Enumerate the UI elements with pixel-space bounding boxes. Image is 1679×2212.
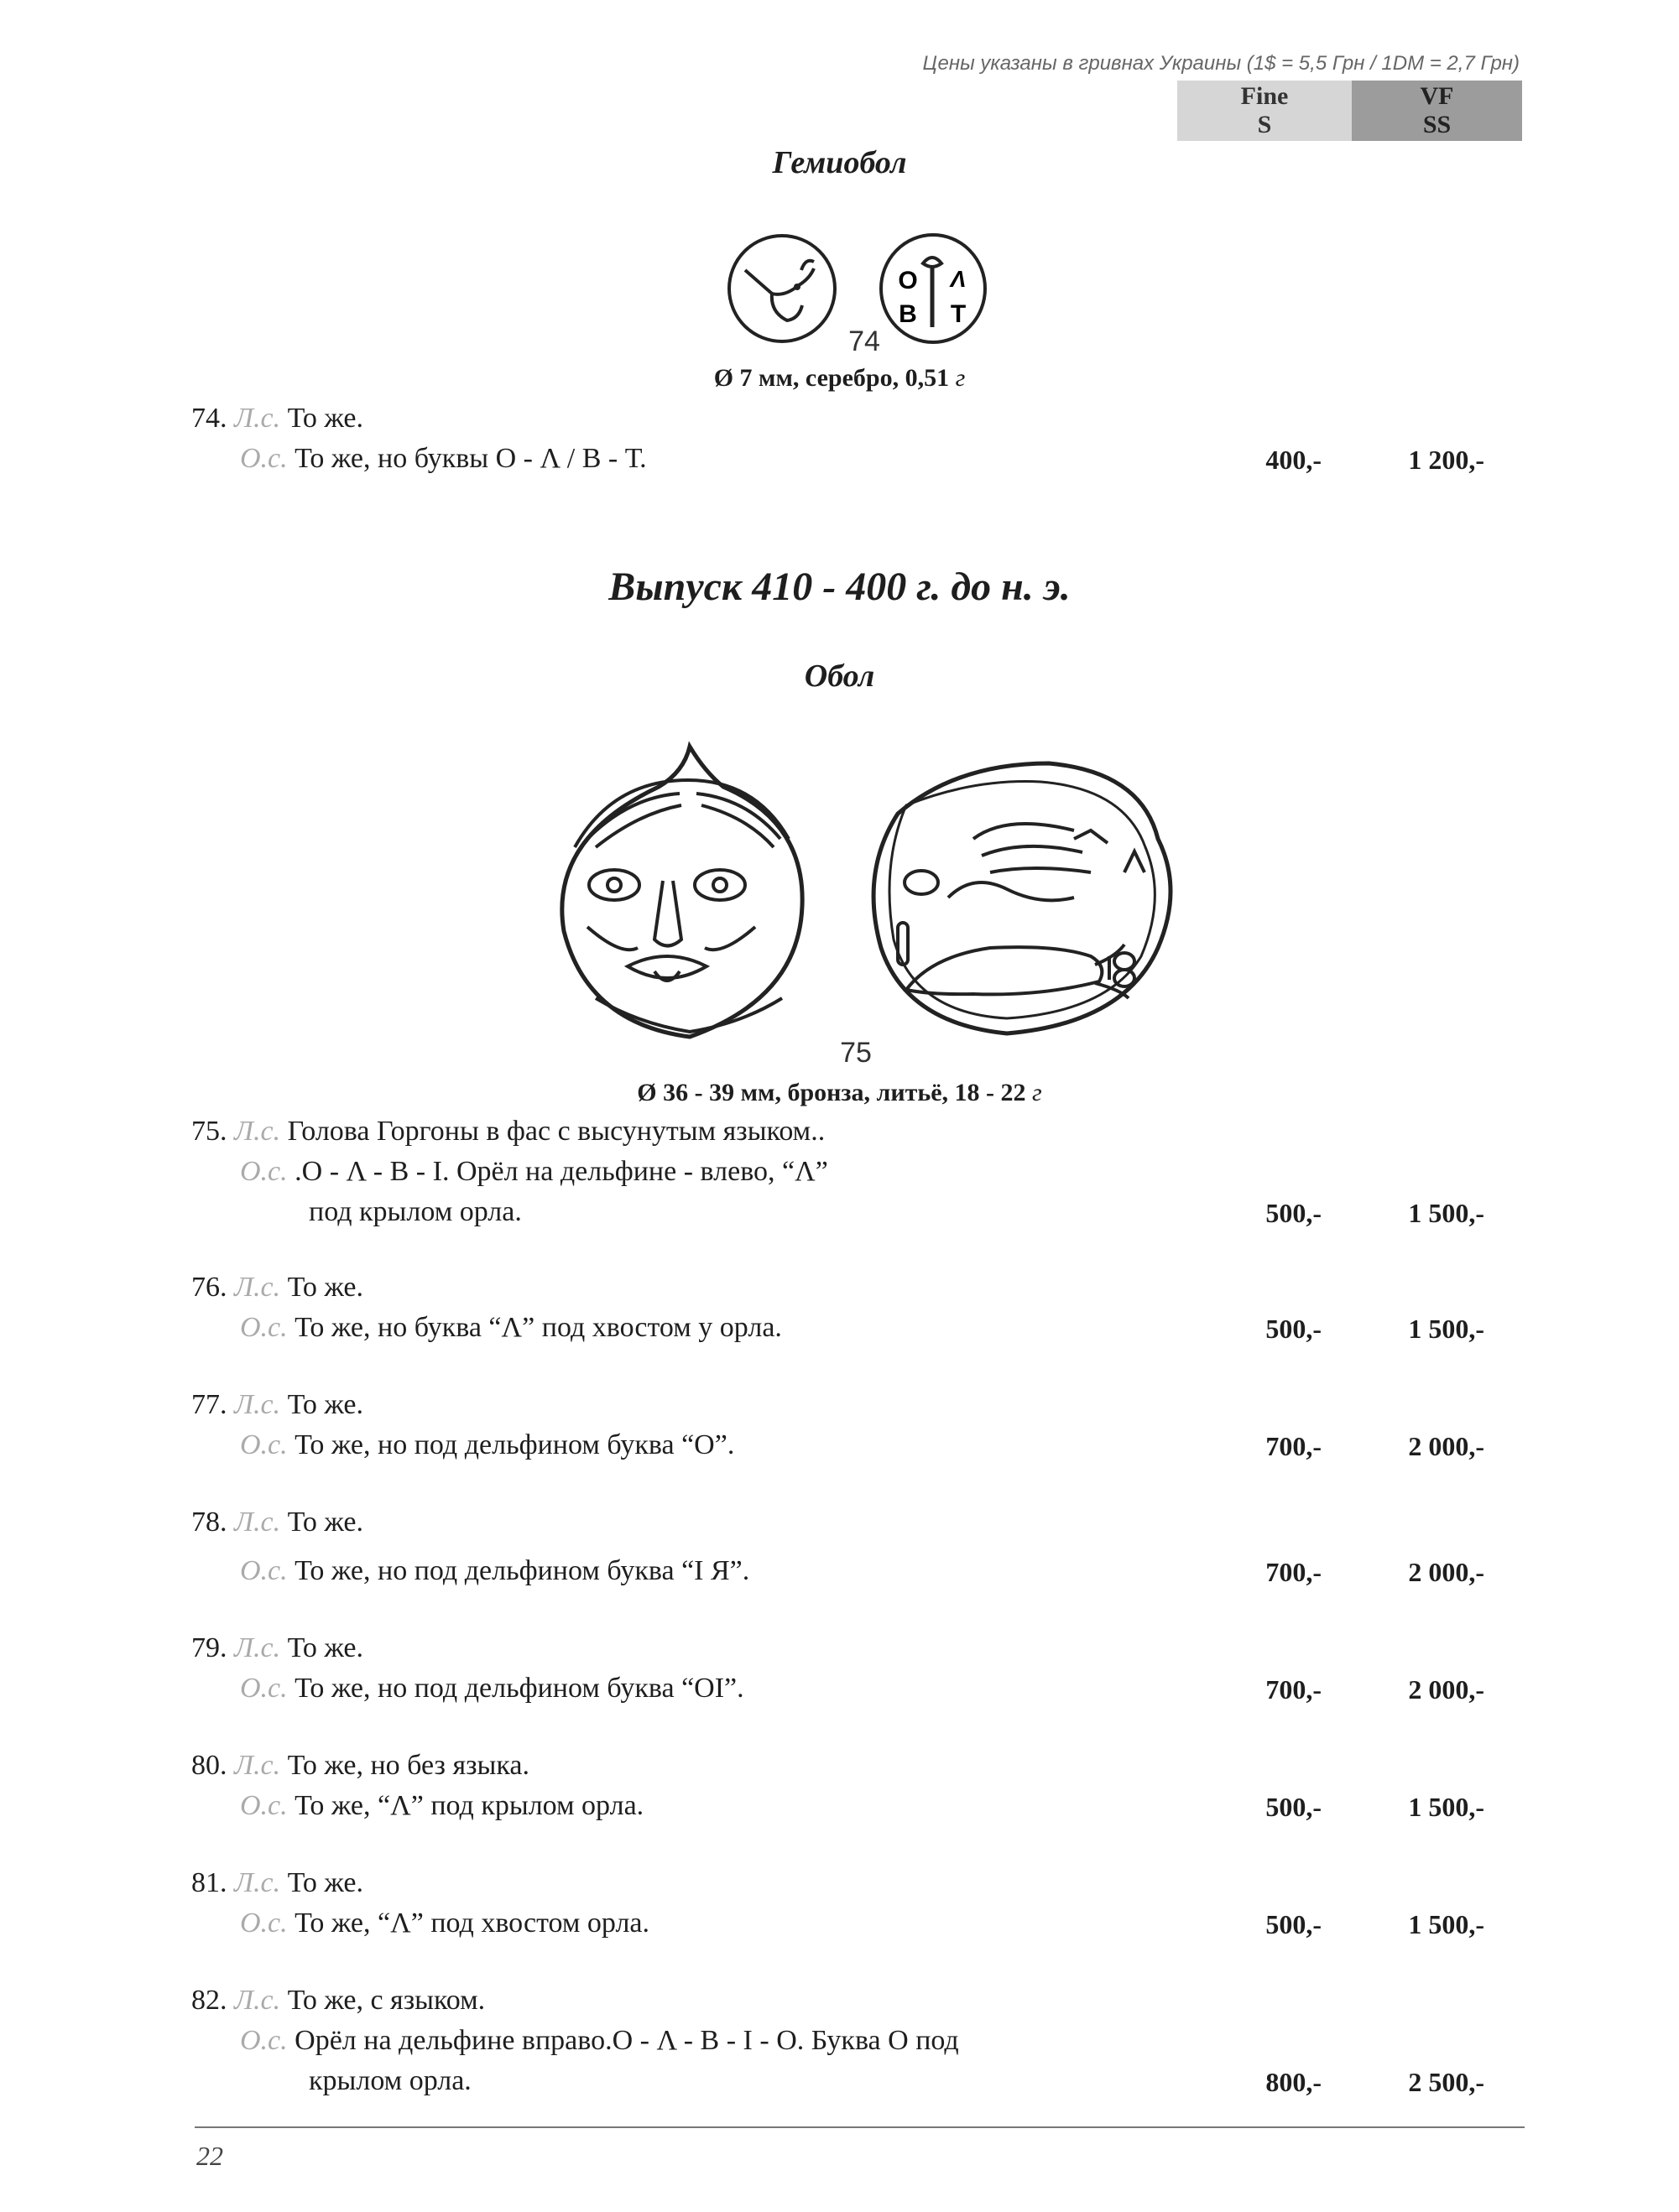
entry-81-number: 81.	[191, 1867, 227, 1898]
entry-77-price-vf: 2 000,-	[1408, 1431, 1484, 1461]
coin-75-illustration	[537, 747, 1183, 1049]
coin-75-spec	[0, 1079, 1679, 1107]
reverse-label: О.с.	[240, 1790, 288, 1821]
entry-78-number: 78.	[191, 1507, 227, 1538]
entry-75-obverse	[191, 1116, 825, 1148]
entry-80-price-vf: 1 500,-	[1408, 1792, 1484, 1822]
coin-letter-b: В	[899, 300, 917, 328]
coin-number-75: 75	[840, 1037, 872, 1069]
obverse-label: Л.с.	[234, 403, 281, 434]
entry-82-reverse-cont: крылом орла.	[309, 2065, 472, 2096]
entry-75-price-vf: 1 500,-	[1408, 1198, 1484, 1228]
reverse-label: О.с.	[240, 2025, 288, 2056]
entry-78-obverse-text: То же.	[287, 1507, 363, 1538]
reverse-label: О.с.	[240, 1555, 288, 1586]
price-note: Цены указаны в гривнах Украины (1$ = 5,5 Грн / 1DM = 2,7 Грн)	[922, 52, 1520, 75]
coin-74-obverse	[729, 236, 835, 341]
entry-78-reverse	[240, 1555, 749, 1587]
section-title-obol: Обол	[804, 658, 875, 694]
section-title-hemiobol: Гемиобол	[772, 145, 907, 180]
entry-79-obverse-text: То же.	[287, 1632, 363, 1663]
entry-75-reverse	[240, 1156, 828, 1188]
footer-rule	[195, 2126, 1525, 2128]
entry-80-obverse	[191, 1750, 529, 1782]
coin-letter-t: Т	[950, 300, 967, 328]
entry-77-reverse	[240, 1429, 734, 1461]
entry-79-price-vf: 2 000,-	[1408, 1674, 1484, 1705]
grade-header-fine	[1177, 81, 1352, 141]
entry-82-reverse	[240, 2025, 959, 2057]
entry-81-reverse	[240, 1908, 649, 1939]
coin-letter-lambda: Λ	[950, 266, 967, 292]
entry-74-obverse	[191, 403, 363, 435]
obverse-label: Л.с.	[234, 1116, 281, 1147]
entry-80-obverse-text: То же, но без языка.	[287, 1750, 529, 1781]
grade-vf-label: VF	[1420, 82, 1454, 110]
page-number: 22	[196, 2141, 223, 2171]
entry-82-number: 82.	[191, 1985, 227, 2016]
entry-81-price-vf: 1 500,-	[1408, 1909, 1484, 1939]
entry-79-reverse-text: То же, но под дельфином буква “OI”.	[295, 1673, 744, 1704]
reverse-label: О.с.	[240, 1908, 288, 1939]
entry-74-obverse-text: То же.	[287, 403, 363, 434]
coin-74-spec	[0, 364, 1679, 393]
entry-79-price-fine: 700,-	[1265, 1674, 1322, 1705]
entry-82-price-vf: 2 500,-	[1408, 2067, 1484, 2097]
grade-fine-label: Fine	[1240, 82, 1289, 110]
entry-76-price-vf: 1 500,-	[1408, 1314, 1484, 1344]
entry-82-obverse-text: То же, с языком.	[287, 1985, 486, 2016]
reverse-label: О.с.	[240, 443, 288, 474]
reverse-label: О.с.	[240, 1156, 288, 1187]
entry-76-obverse-text: То же.	[287, 1272, 363, 1303]
entry-81-obverse-text: То же.	[287, 1867, 363, 1898]
entry-75-reverse-text: .О - Λ - В - I. Орёл на дельфине - влево, “Λ”	[295, 1156, 828, 1187]
entry-75-obverse-text: Голова Горгоны в фас с высунутым языком..	[287, 1116, 826, 1147]
entry-81-obverse	[191, 1867, 363, 1899]
coin-75-spec-text: Ø 36 - 39 мм, бронза, литьё, 18 - 22	[637, 1079, 1026, 1106]
entry-75-number: 75.	[191, 1116, 227, 1147]
coin-74-spec-unit: г	[955, 364, 966, 392]
entry-76-price-fine: 500,-	[1265, 1314, 1322, 1344]
entry-77-price-fine: 700,-	[1265, 1431, 1322, 1461]
entry-79-reverse	[240, 1673, 744, 1705]
issue-heading: Выпуск 410 - 400 г. до н. э.	[608, 565, 1071, 609]
obverse-label: Л.с.	[234, 1272, 281, 1303]
entry-76-reverse	[240, 1312, 782, 1344]
entry-81-price-fine: 500,-	[1265, 1909, 1322, 1939]
grade-vf-alt: SS	[1422, 111, 1452, 138]
coin-75-obverse	[562, 747, 802, 1037]
obverse-label: Л.с.	[234, 1867, 281, 1898]
coin-letter-o: О	[898, 267, 918, 294]
obverse-label: Л.с.	[234, 1507, 281, 1538]
entry-78-obverse	[191, 1507, 363, 1538]
entry-80-number: 80.	[191, 1750, 227, 1781]
entry-80-reverse	[240, 1790, 644, 1822]
obverse-label: Л.с.	[234, 1985, 281, 2016]
entry-76-reverse-text: То же, но буква “Λ” под хвостом у орла.	[295, 1312, 782, 1343]
grade-header-vf	[1352, 81, 1522, 141]
coin-74-spec-text: Ø 7 мм, серебро, 0,51	[713, 364, 950, 392]
entry-82-obverse	[191, 1985, 485, 2017]
entry-81-reverse-text: То же, “Λ” под хвостом орла.	[295, 1908, 649, 1939]
entry-75-price-fine: 500,-	[1265, 1198, 1322, 1228]
coin-75-spec-unit: г	[1032, 1079, 1042, 1106]
entry-77-obverse	[191, 1389, 363, 1421]
entry-78-price-fine: 700,-	[1265, 1557, 1322, 1587]
entry-74-price-vf: 1 200,-	[1408, 445, 1484, 475]
entry-77-number: 77.	[191, 1389, 227, 1420]
entry-76-number: 76.	[191, 1272, 227, 1303]
entry-76-obverse	[191, 1272, 363, 1304]
entry-77-obverse-text: То же.	[287, 1389, 363, 1420]
entry-78-reverse-text: То же, но под дельфином буква “I Я”.	[295, 1555, 750, 1586]
entry-82-reverse-text: Орёл на дельфине вправо.О - Λ - В - I - О. Буква О под	[295, 2025, 959, 2056]
entry-80-reverse-text: То же, “Λ” под крылом орла.	[295, 1790, 644, 1821]
obverse-label: Л.с.	[234, 1389, 281, 1420]
entry-78-price-vf: 2 000,-	[1408, 1557, 1484, 1587]
obverse-label: Л.с.	[234, 1632, 281, 1663]
entry-74-reverse-text: То же, но буквы О - Λ / В - Т.	[295, 443, 647, 474]
entry-77-reverse-text: То же, но под дельфином буква “О”.	[295, 1429, 735, 1460]
entry-74-price-fine: 400,-	[1265, 445, 1322, 475]
obverse-label: Л.с.	[234, 1750, 281, 1781]
reverse-label: О.с.	[240, 1429, 288, 1460]
entry-80-price-fine: 500,-	[1265, 1792, 1322, 1822]
entry-79-obverse	[191, 1632, 363, 1664]
entry-82-price-fine: 800,-	[1265, 2067, 1322, 2097]
coin-number-74: 74	[848, 325, 880, 357]
reverse-label: О.с.	[240, 1312, 288, 1343]
reverse-label: О.с.	[240, 1673, 288, 1704]
entry-74-number: 74.	[191, 403, 227, 434]
entry-79-number: 79.	[191, 1632, 227, 1663]
entry-75-reverse-cont: под крылом орла.	[309, 1196, 522, 1227]
grade-fine-alt: S	[1257, 111, 1272, 138]
bull-head-drawing	[745, 268, 814, 294]
entry-74-reverse	[240, 443, 647, 475]
coin-75-reverse	[873, 763, 1171, 1033]
